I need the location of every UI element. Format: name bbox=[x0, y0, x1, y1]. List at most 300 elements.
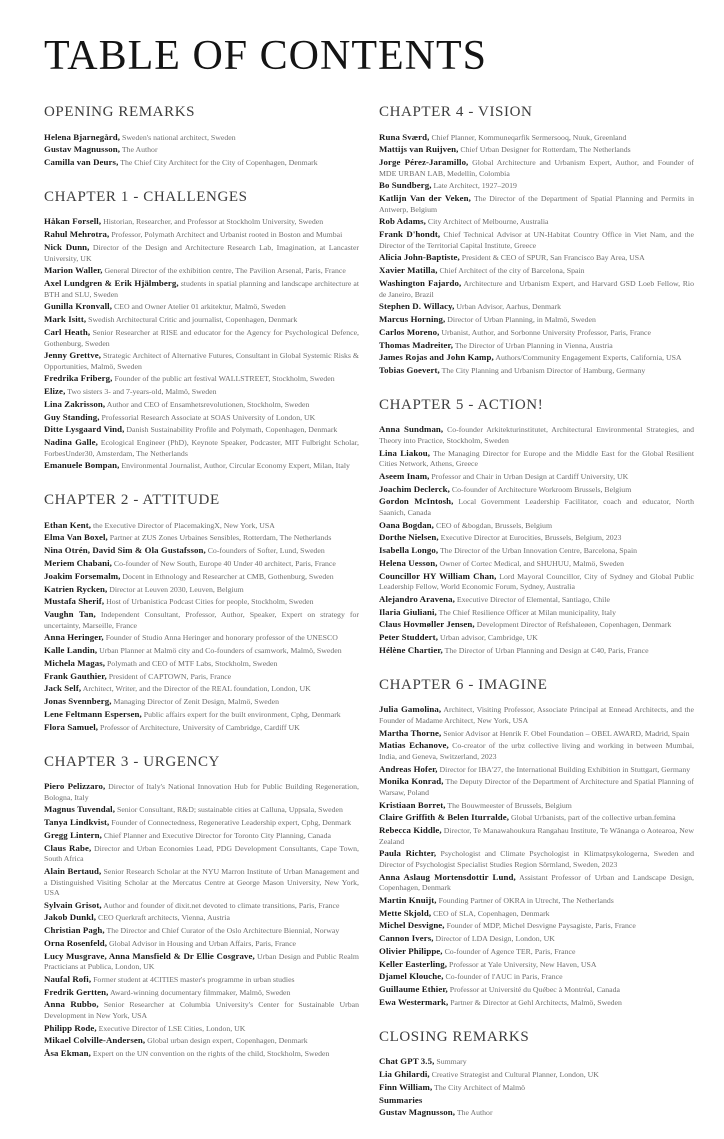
toc-entry bbox=[379, 946, 694, 958]
toc-entry bbox=[44, 229, 359, 241]
toc-entry bbox=[379, 645, 694, 657]
toc-entry bbox=[379, 571, 694, 593]
entry-description: CEO Querkraft architects, Vienna, Austria bbox=[98, 913, 230, 923]
entry-name: Nadina Galle, bbox=[44, 437, 98, 448]
entry-name: Jakob Dunkl, bbox=[44, 912, 97, 923]
entry-name: Ditte Lysgaard Vind, bbox=[44, 424, 125, 435]
entry-description: Professor, Polymath Architect and Urbanist rooted in Boston and Mumbai bbox=[111, 230, 343, 240]
entry-name: Xavier Matilla, bbox=[379, 265, 438, 276]
entry-name: Kristiaan Borret, bbox=[379, 799, 446, 810]
entry-description: Swedish Architectural Critic and journalist, Copenhagen, Denmark bbox=[88, 315, 298, 324]
toc-column-left bbox=[44, 104, 359, 1080]
toc-entry bbox=[44, 632, 359, 644]
entry-description: Author and CEO of Ensamhetsrevolutionen, Stockholm, Sweden bbox=[106, 399, 310, 409]
entry-description: The Deputy Director of the Department of Architecture and Spatial Planning of Warsaw, Poland bbox=[379, 777, 694, 798]
entry-description: Global Urbanists, part of the collective urban.femina bbox=[511, 813, 676, 823]
toc-section bbox=[44, 492, 359, 733]
section-heading: CLOSING REMARKS bbox=[379, 1028, 530, 1045]
entry-name: Jonas Svennberg, bbox=[44, 696, 112, 707]
entry-name: Vaughn Tan, bbox=[44, 609, 96, 620]
toc-entry bbox=[379, 959, 694, 971]
entry-description: Independent Consultant, Professor, Author, Speaker, Expert on strategy for uncertainty, Marseille, France bbox=[44, 610, 359, 630]
entry-description: Director of Urban Planning, in Malmö, Sweden bbox=[447, 314, 596, 324]
entry-name: Meriem Chabani, bbox=[44, 557, 112, 568]
toc-entry bbox=[379, 1095, 694, 1107]
entry-description: The Chief City Architect for the City of Copenhagen, Denmark bbox=[120, 158, 318, 168]
entry-name: Claus Hovmøller Jensen, bbox=[379, 619, 475, 630]
section-heading: CHAPTER 5 - ACTION! bbox=[379, 396, 544, 413]
toc-entry bbox=[379, 340, 694, 352]
toc-entry bbox=[379, 496, 694, 518]
entry-description: Director for IBA'27, the International Building Exhibition in Stuttgart, Germany bbox=[439, 764, 691, 774]
entry-name: Mattijs van Ruijven, bbox=[379, 144, 459, 155]
toc-entry bbox=[44, 327, 359, 349]
entry-description: Chief Urban Designer for Rotterdam, The Netherlands bbox=[460, 145, 631, 155]
entry-name: Anna Heringer, bbox=[44, 632, 104, 643]
toc-entry bbox=[379, 471, 694, 483]
entry-description: Founder of Connectedness, Regenerative Leadership expert, Cphg, Denmark bbox=[111, 818, 352, 828]
toc-entry bbox=[44, 424, 359, 436]
toc-entry bbox=[379, 619, 694, 631]
entry-description: Urban advisor, Cambridge, UK bbox=[439, 633, 538, 643]
toc-entry bbox=[379, 484, 694, 496]
toc-entry bbox=[44, 132, 359, 144]
entry-name: Alicia John-Baptiste, bbox=[379, 252, 460, 263]
toc-entry bbox=[44, 242, 359, 264]
entry-description: Chief Planner and Executive Director for Toronto City Planning, Canada bbox=[103, 830, 331, 840]
entry-name: Mustafa Sherif, bbox=[44, 596, 105, 607]
entry-description: Director, Te Manawahoukura Rangahau Institute, Te Wānanga o Aotearoa, New Zealand bbox=[379, 826, 694, 846]
entry-description: The Director of the Department of Spatial Planning and Permits in Antwerp, Belgium bbox=[379, 194, 695, 214]
toc-entry bbox=[379, 607, 694, 619]
entry-name: Mark Isitt, bbox=[44, 314, 87, 324]
toc-entry bbox=[44, 144, 359, 156]
entry-description: Professor of Architecture, University of Cambridge, Cardiff UK bbox=[100, 722, 300, 732]
entry-description: CEO of SLA, Copenhagen, Denmark bbox=[433, 908, 550, 918]
entry-name: Fredrika Friberg, bbox=[44, 373, 113, 384]
toc-entry bbox=[44, 437, 359, 459]
entry-name: Naufal Rofi, bbox=[44, 973, 92, 984]
section-heading: CHAPTER 1 - CHALLENGES bbox=[44, 188, 248, 205]
toc-entry bbox=[44, 866, 359, 899]
entry-name: Katrien Rycken, bbox=[44, 583, 108, 594]
entry-name: Gordon McIntosh, bbox=[379, 496, 454, 507]
toc-entry bbox=[379, 278, 694, 300]
entry-name: Thomas Madreiter, bbox=[379, 339, 454, 350]
entry-name: Magnus Tuvendal, bbox=[44, 804, 116, 815]
entry-description: The Author bbox=[121, 145, 158, 155]
toc-column-right bbox=[379, 104, 694, 1139]
entry-description: General Director of the exhibition centre, The Pavilion Arsenal, Paris, France bbox=[104, 266, 346, 276]
entry-name: Anna Sundman, bbox=[379, 424, 444, 435]
entry-name: Rebecca Kiddle, bbox=[379, 825, 442, 836]
entry-name: Andreas Hofer, bbox=[379, 763, 438, 774]
entry-description: Urban Planner at Malmö city and Co-founders of csamwork, Malmö, Sweden bbox=[99, 646, 342, 656]
entry-name: Gunilla Kronvall, bbox=[44, 301, 113, 312]
page-title: TABLE OF CONTENTS bbox=[44, 33, 487, 79]
entry-description: The Director and Chief Curator of the Oslo Architecture Biennial, Norway bbox=[106, 926, 340, 936]
entry-name: Marcus Horning, bbox=[379, 313, 446, 324]
entry-name: Dorthe Nielsen, bbox=[379, 532, 439, 543]
entry-name: Djamel Klouche, bbox=[379, 971, 444, 982]
entry-description: Global urban design expert, Copenhagen, Denmark bbox=[147, 1036, 308, 1046]
entry-name: Peter Studdert, bbox=[379, 632, 438, 643]
entry-description: Architect, Visiting Professor, Associate Principal at Ennead Architects, and the Founder of Madame Architect, New York, USA bbox=[379, 705, 694, 726]
entry-description: Lord Mayoral Councillor, City of Sydney and Global Public Leadership Fellow, World Economic Forum, Sydney, Australia bbox=[379, 571, 694, 592]
toc-entry bbox=[379, 252, 694, 264]
entry-description: students in spatial planning and landscape architecture at BTH and SLU, Sweden bbox=[44, 279, 359, 299]
entry-name: Flora Samuel, bbox=[44, 721, 99, 732]
entry-description: Chief Planner, Kommuneqarfik Sermersooq, Nuuk, Greenland bbox=[431, 132, 627, 142]
entry-name: Katlijn Van der Veken, bbox=[379, 193, 471, 204]
entry-description: Host of Urbanistica Podcast Cities for people, Stockholm, Sweden bbox=[106, 597, 314, 607]
entry-description: Executive Director at Eurocities, Brussels, Belgium, 2023 bbox=[440, 533, 622, 543]
entry-description: Co-founders of Softer, Lund, Sweden bbox=[207, 546, 325, 556]
toc-entry bbox=[379, 908, 694, 920]
toc-section bbox=[44, 104, 359, 169]
toc-entry bbox=[44, 987, 359, 999]
entry-name: Lene Feltmann Espersen, bbox=[44, 709, 142, 719]
entry-name: Claire Griffith & Belen Iturralde, bbox=[379, 812, 510, 823]
entry-description: President of CAPTOWN, Paris, France bbox=[108, 671, 232, 681]
entry-name: Alejandro Aravena, bbox=[379, 593, 455, 604]
entry-name: Lucy Musgrave, Anna Mansfield & Dr Ellie Cosgrave, bbox=[44, 950, 255, 961]
entry-description: Architect, Writer, and the Director of the REAL foundation, London, UK bbox=[82, 684, 311, 694]
entry-description: The City Planning and Urbanism Director of Hamburg, Germany bbox=[441, 366, 646, 376]
toc-entry bbox=[379, 848, 694, 870]
entry-name: Michela Magas, bbox=[44, 657, 106, 668]
toc-entry bbox=[379, 920, 694, 932]
entry-name: Matias Echanove, bbox=[379, 740, 449, 751]
entry-name: Hélène Chartier, bbox=[379, 645, 443, 656]
entry-name: Orna Rosenfeld, bbox=[44, 937, 108, 948]
entry-name: Nick Dunn, bbox=[44, 242, 90, 252]
entry-name: Jenny Grettve, bbox=[44, 350, 102, 360]
entry-description: Former student at 4CITIES master's programme in urban studies bbox=[93, 974, 295, 984]
toc-entry bbox=[44, 571, 359, 583]
toc-entry bbox=[44, 278, 359, 300]
entry-name: Lia Ghilardi, bbox=[379, 1069, 430, 1080]
toc-entry bbox=[44, 1023, 359, 1035]
entry-description: Partner & Director at Gehl Architects, Malmö, Sweden bbox=[450, 998, 622, 1007]
entry-name: Olivier Philippe, bbox=[379, 945, 443, 956]
entry-description: Co-founder of Architecture Workroom Brussels, Belgium bbox=[451, 484, 632, 494]
toc-entry bbox=[379, 728, 694, 740]
entry-name: Frank Gauthier, bbox=[44, 670, 107, 681]
toc-entry bbox=[44, 671, 359, 683]
entry-name: Fredrik Gertten, bbox=[44, 986, 109, 997]
toc-entry bbox=[44, 804, 359, 816]
entry-description: Urban Advisor, Aarhus, Denmark bbox=[456, 302, 562, 312]
toc-entry bbox=[44, 722, 359, 734]
toc-entry bbox=[379, 632, 694, 644]
section-heading: CHAPTER 4 - VISION bbox=[379, 104, 533, 121]
entry-description: Local Government Leadership Facilitator, coach and educator, North Saanich, Canada bbox=[379, 497, 694, 518]
toc-entry bbox=[379, 545, 694, 557]
entry-name: Joachim Declerck, bbox=[379, 483, 450, 494]
toc-entry bbox=[44, 520, 359, 532]
toc-entry bbox=[379, 327, 694, 339]
toc-entry bbox=[379, 997, 694, 1009]
entry-description: Ecological Engineer (PhD), Keynote Speaker, Podcaster, MIT Fulbright Scholar, ForbesUnder30, Amsterdam, The Netherlands bbox=[44, 438, 359, 458]
entry-name: Summaries bbox=[379, 1094, 423, 1105]
entry-description: Public affairs expert for the built environment, Cphg, Denmark bbox=[143, 710, 341, 719]
toc-entry bbox=[379, 314, 694, 326]
toc-entry bbox=[44, 532, 359, 544]
toc-entry bbox=[44, 558, 359, 570]
entry-description: Psychologist and Climate Psychologist in Klimatpsykologerna, Sweden and Director of Psychologist Specialist Studies Region Sörmland, Sweden, 2023 bbox=[379, 849, 695, 870]
entry-description: Director of LDA Design, London, UK bbox=[435, 934, 555, 944]
entry-description: Co-founder Arkitekturinstitutet, Architectural Environmental Strategies, and Theory into Practice, Stockholm, Sweden bbox=[379, 425, 694, 446]
section-heading: CHAPTER 2 - ATTITUDE bbox=[44, 492, 220, 509]
toc-entry bbox=[44, 912, 359, 924]
entry-name: Claus Rabe, bbox=[44, 842, 92, 853]
entry-description: Partner at ZUS Zones Urbaines Sensibles, Rotterdam, The Netherlands bbox=[109, 533, 332, 543]
toc-entry bbox=[379, 594, 694, 606]
entry-description: Chief Technical Advisor at UN-Habitat Country Office in Viet Nam, and the Director of the Territorial Capital Institute, Greece bbox=[379, 230, 695, 250]
entry-name: Lina Zakrisson, bbox=[44, 398, 106, 409]
toc-section bbox=[44, 754, 359, 1060]
entry-description: The Director of the Urban Innovation Centre, Barcelona, Spain bbox=[440, 546, 638, 556]
entry-name: Chat GPT 3.5, bbox=[379, 1056, 435, 1067]
toc-entry bbox=[44, 709, 359, 721]
toc-entry bbox=[44, 157, 359, 169]
toc-entry bbox=[44, 216, 359, 228]
entry-name: Lina Liakou, bbox=[379, 447, 431, 458]
entry-description: Historian, Researcher, and Professor at Stockholm University, Sweden bbox=[103, 217, 324, 227]
toc-entry bbox=[379, 180, 694, 192]
entry-name: Mette Skjold, bbox=[379, 907, 432, 918]
entry-name: Ethan Kent, bbox=[44, 519, 92, 530]
entry-name: Helena Uesson, bbox=[379, 557, 438, 568]
entry-name: Sylvain Grisot, bbox=[44, 899, 102, 910]
entry-description: Director of the Design and Architecture Research Lab, Imagination, at Lancaster University, UK bbox=[44, 243, 359, 263]
entry-description: Co-founder of Agence TER, Paris, France bbox=[444, 946, 576, 956]
entry-name: Philipp Rode, bbox=[44, 1022, 97, 1033]
entry-name: Jorge Pérez-Jaramillo, bbox=[379, 157, 469, 168]
entry-name: Ilaria Giuliani, bbox=[379, 606, 437, 617]
entry-description: Founder of the public art festival WALLSTREET, Stockholm, Sweden bbox=[114, 374, 335, 384]
toc-entry bbox=[44, 386, 359, 398]
entry-description: The Director of Urban Planning in Vienna, Austria bbox=[454, 340, 613, 350]
entry-description: The Author bbox=[456, 1108, 493, 1118]
entry-name: Axel Lundgren & Erik Hjälmberg, bbox=[44, 278, 179, 288]
toc-entry bbox=[44, 1048, 359, 1060]
toc-entry bbox=[44, 584, 359, 596]
toc-entry bbox=[379, 764, 694, 776]
toc-entry bbox=[379, 144, 694, 156]
entry-name: Åsa Ekman, bbox=[44, 1048, 91, 1059]
entry-description: Development Director of Refshaleøen, Copenhagen, Denmark bbox=[476, 620, 672, 630]
toc-entry bbox=[379, 1056, 694, 1068]
entry-description: Co-founder of New South, Europe 40 Under 40 architect, Paris, France bbox=[113, 558, 336, 568]
toc-entry bbox=[44, 999, 359, 1021]
entry-name: Carlos Moreno, bbox=[379, 326, 440, 337]
toc-entry bbox=[379, 825, 694, 847]
entry-description: Professorial Research Associate at SOAS University of London, UK bbox=[101, 412, 316, 422]
toc-entry bbox=[379, 740, 694, 762]
entry-name: Kalle Landin, bbox=[44, 645, 98, 656]
toc-entry bbox=[379, 800, 694, 812]
entry-description: The Director of Urban Planning and Design at C40, Paris, France bbox=[444, 646, 649, 656]
entry-name: Carl Heath, bbox=[44, 326, 91, 337]
toc-entry bbox=[379, 193, 694, 215]
entry-description: Award-winning documentary filmmaker, Malmö, Sweden bbox=[110, 987, 291, 997]
toc-entry bbox=[44, 781, 359, 803]
toc-entry bbox=[379, 265, 694, 277]
toc-entry bbox=[44, 1035, 359, 1047]
entry-description: Executive Director of LSE Cities, London, UK bbox=[98, 1023, 246, 1033]
entry-name: Monika Konrad, bbox=[379, 776, 444, 787]
toc-entry bbox=[379, 776, 694, 798]
entry-description: CEO and Owner Atelier 01 arkitektur, Malmö, Sweden bbox=[113, 302, 286, 312]
entry-name: Elize, bbox=[44, 386, 66, 396]
entry-name: Piero Pelizzaro, bbox=[44, 781, 106, 792]
entry-name: Tobias Goevert, bbox=[379, 365, 440, 376]
entry-description: President & CEO of SPUR, San Francisco Bay Area, USA bbox=[461, 253, 645, 263]
entry-name: Alain Bertaud, bbox=[44, 865, 102, 876]
entry-description: The Chief Resilience Officer at Milan municipality, Italy bbox=[438, 607, 616, 617]
entry-name: Marion Waller, bbox=[44, 265, 103, 276]
toc-entry bbox=[44, 645, 359, 657]
entry-description: Expert on the UN convention on the rights of the child, Stockholm, Sweden bbox=[92, 1049, 330, 1059]
entry-name: Håkan Forsell, bbox=[44, 216, 102, 227]
entry-name: Finn William, bbox=[379, 1081, 433, 1092]
toc-entry bbox=[44, 596, 359, 608]
entry-name: Joakim Forsemalm, bbox=[44, 570, 121, 581]
entry-name: Martin Knuijt, bbox=[379, 894, 437, 905]
entry-description: Senior Researcher at RISE and educator for the Agency for Psychological Defence, Gothenburg, Sweden bbox=[44, 327, 359, 348]
entry-name: Gregg Lintern, bbox=[44, 829, 102, 840]
toc-entry bbox=[379, 812, 694, 824]
toc-entry bbox=[44, 609, 359, 631]
toc-entry bbox=[44, 412, 359, 424]
toc-entry bbox=[44, 817, 359, 829]
entry-description: City Architect of Melbourne, Australia bbox=[427, 217, 549, 227]
entry-description: Professor at Yale University, New Haven, USA bbox=[449, 959, 597, 969]
toc-section bbox=[44, 189, 359, 472]
entry-name: Stephen D. Willacy, bbox=[379, 301, 455, 312]
entry-name: Mikael Colville-Andersen, bbox=[44, 1035, 146, 1046]
section-heading: CHAPTER 3 - URGENCY bbox=[44, 753, 220, 770]
entry-name: Washington Fajardo, bbox=[379, 277, 462, 288]
toc-entry bbox=[379, 520, 694, 532]
toc-entry bbox=[379, 157, 694, 179]
toc-entry bbox=[44, 658, 359, 670]
toc-entry bbox=[379, 1082, 694, 1094]
entry-name: Julia Gamolina, bbox=[379, 704, 442, 715]
entry-description: CEO of &bogdan, Brussels, Belgium bbox=[435, 520, 553, 530]
entry-name: Anna Aslaug Mortensdottir Lund, bbox=[379, 871, 516, 882]
section-heading: OPENING REMARKS bbox=[44, 104, 196, 121]
toc-entry bbox=[379, 984, 694, 996]
toc-section bbox=[379, 397, 694, 657]
entry-name: Bo Sundberg, bbox=[379, 180, 432, 191]
entry-description: Founder of MDP, Michel Desvigne Paysagiste, Paris, France bbox=[446, 921, 636, 931]
entry-description: Professor and Chair in Urban Design at Cardiff University, UK bbox=[431, 471, 629, 481]
entry-name: Paula Richter, bbox=[379, 848, 437, 859]
entry-description: Summary bbox=[436, 1057, 467, 1067]
toc-entry bbox=[379, 229, 694, 251]
toc-entry bbox=[44, 683, 359, 695]
entry-description: Environmental Journalist, Author, Circular Economy Expert, Milan, Italy bbox=[121, 461, 350, 471]
entry-description: Executive Director of Elemental, Santiago, Chile bbox=[456, 594, 610, 604]
entry-description: Co-creator of the urbz collective living and working in between Mumbai, India, and Geneva, Switzerland, 2023 bbox=[379, 741, 695, 762]
entry-name: Nina Otrén, David Sim & Ola Gustafsson, bbox=[44, 545, 206, 556]
toc-columns bbox=[44, 104, 694, 1139]
entry-name: Keller Easterling, bbox=[379, 958, 448, 969]
entry-description: the Executive Director of PlacemakingX, New York, USA bbox=[93, 520, 275, 530]
entry-description: Creative Strategist and Cultural Planner, London, UK bbox=[431, 1070, 599, 1080]
entry-name: James Rojas and John Kamp, bbox=[379, 352, 494, 363]
entry-description: Managing Director of Zenit Design, Malmö, Sweden bbox=[113, 697, 279, 707]
toc-entry bbox=[44, 265, 359, 277]
entry-description: Sweden's national architect, Sweden bbox=[122, 132, 236, 142]
toc-section bbox=[379, 1029, 694, 1119]
entry-name: Camilla van Deurs, bbox=[44, 157, 119, 168]
entry-description: The Managing Director for Europe and the Middle East for the Global Resilient Cities Network, Athens, Greece bbox=[379, 448, 694, 469]
entry-name: Martha Thorne, bbox=[379, 727, 442, 738]
toc-entry bbox=[44, 938, 359, 950]
toc-entry bbox=[379, 352, 694, 364]
entry-description: Founding Partner of OKRA in Utrecht, The Netherlands bbox=[438, 895, 614, 905]
entry-name: Helena Bjarnegård, bbox=[44, 131, 121, 142]
entry-name: Tanya Lindkvist, bbox=[44, 817, 110, 828]
toc-section bbox=[379, 677, 694, 1009]
entry-name: Gustav Magnusson, bbox=[44, 144, 121, 155]
entry-description: Senior Research Scholar at the NYU Marron Institute of Urban Management and a Distinguished Visiting Scholar at the Mercatus Centre at George Mason University, New York, USA bbox=[44, 866, 360, 898]
toc-entry bbox=[379, 895, 694, 907]
toc-section bbox=[379, 104, 694, 377]
entry-description: Global Advisor in Housing and Urban Affairs, Paris, France bbox=[109, 938, 296, 948]
entry-name: Guy Standing, bbox=[44, 411, 100, 422]
toc-entry bbox=[44, 545, 359, 557]
entry-name: Christian Pagh, bbox=[44, 925, 105, 936]
entry-description: Owner of Cortec Medical, and SHUHUU, Malmö, Sweden bbox=[439, 558, 625, 568]
entry-name: Anna Rubbo, bbox=[44, 999, 99, 1010]
entry-description: Director at Leuven 2030, Leuven, Belgium bbox=[109, 584, 244, 594]
entry-name: Cannon Ivers, bbox=[379, 933, 434, 944]
entry-description: Assistant Professor of Urban and Landscape Design, Copenhagen, Denmark bbox=[379, 872, 694, 893]
entry-name: Frank D'hondt, bbox=[379, 229, 441, 240]
entry-description: Authors/Community Engagement Experts, California, USA bbox=[495, 353, 682, 363]
entry-description: Senior Researcher at Columbia University's Center for Sustainable Urban Development in New York, USA bbox=[44, 1000, 360, 1021]
entry-description: Founder of Studio Anna Heringer and honorary professor of the UNESCO bbox=[105, 633, 338, 643]
toc-entry bbox=[379, 365, 694, 377]
entry-description: Architecture and Urbanism Expert, and Harvard GSD Loeb Fellow, Rio de Janeiro, Brazil bbox=[379, 278, 694, 299]
toc-entry bbox=[44, 373, 359, 385]
toc-entry bbox=[44, 925, 359, 937]
entry-description: Urbanist, Author, and Sorbonne University Professor, Paris, France bbox=[441, 327, 651, 337]
toc-entry bbox=[44, 951, 359, 973]
toc-entry bbox=[44, 900, 359, 912]
entry-name: Runa Sværd, bbox=[379, 131, 430, 142]
toc-entry bbox=[379, 448, 694, 470]
toc-entry bbox=[379, 424, 694, 446]
toc-entry bbox=[379, 1069, 694, 1081]
entry-name: Elma Van Boxel, bbox=[44, 532, 108, 543]
entry-description: Danish Sustainability Profile and Polymath, Copenhagen, Denmark bbox=[126, 425, 338, 435]
entry-name: Rahul Mehrotra, bbox=[44, 229, 110, 240]
entry-name: Oana Bogdan, bbox=[379, 519, 434, 530]
entry-description: Director and Urban Economies Lead, PDG Development Consultants, Cape Town, South Africa bbox=[44, 843, 359, 864]
entry-description: Director of Italy's National Innovation Hub for Public Building Regeneration, Bologna, Italy bbox=[44, 782, 360, 802]
entry-name: Aseem Inam, bbox=[379, 470, 430, 481]
toc-entry bbox=[44, 460, 359, 472]
entry-description: Senior Advisor at Henrik F. Obel Foundation – OBEL AWARD, Madrid, Spain bbox=[443, 728, 690, 738]
toc-entry bbox=[379, 132, 694, 144]
entry-description: Senior Consultant, R&D; sustainable cities at Calluna, Uppsala, Sweden bbox=[116, 805, 343, 815]
